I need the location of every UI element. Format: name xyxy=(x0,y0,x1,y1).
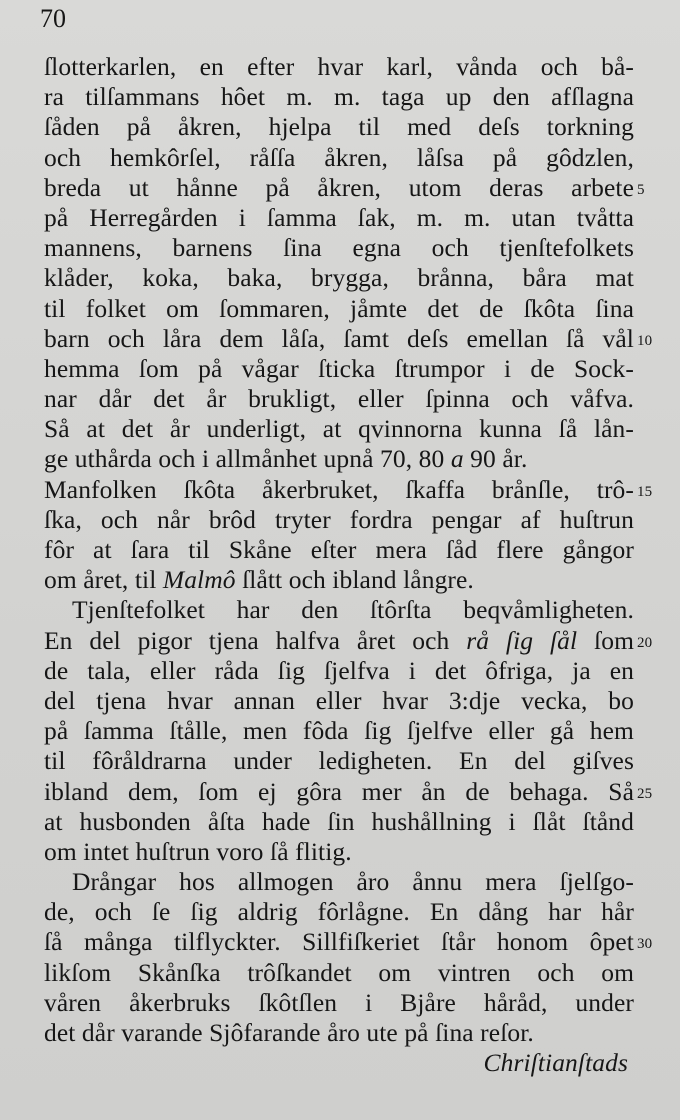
text-line xyxy=(44,263,634,293)
text-line xyxy=(44,233,634,263)
text-line xyxy=(44,927,653,957)
text-line xyxy=(44,505,634,535)
line-text: ſåden på åkren, hjelpa til med deſs torkning xyxy=(44,112,634,142)
text-line xyxy=(44,172,645,203)
line-text: nar dår det år brukligt, eller ſpinna och våfva. xyxy=(44,384,634,414)
line-text: och hemkôrſel, råſſa åkren, låſsa på gôdzlen, xyxy=(44,142,634,172)
text-line xyxy=(44,414,634,444)
body-text xyxy=(44,52,653,1078)
line-text: Manfolken ſkôta åkerbruket, ſkaffa brånſle, trô- xyxy=(44,474,634,504)
line-text: våren åkerbruks ſkôtſlen i Bjåre håråd, under xyxy=(44,987,634,1017)
text-line xyxy=(44,203,634,233)
line-text: mannens, barnens ſina egna och tjenſtefolkets xyxy=(44,233,634,263)
line-text: likſom Skånſka trôſkandet om vintren och om xyxy=(44,957,634,987)
line-number: 30 xyxy=(637,936,653,953)
line-text: ra tilſammans hôet m. m. taga up den afſlagna xyxy=(44,82,634,112)
text-line xyxy=(44,867,634,897)
text-line xyxy=(44,625,653,656)
line-number: 15 xyxy=(637,483,653,500)
line-text: ge uthårda och i allmånhet upnå 70, 80 a 90 år. xyxy=(44,444,528,474)
catchword: Chriſtianſtads xyxy=(483,1048,628,1078)
text-line xyxy=(44,323,653,354)
text-line xyxy=(44,897,634,927)
line-text: Så at det år underligt, at qvinnorna kunna ſå lån- xyxy=(44,414,634,444)
line-text: på ſamma ſtålle, men fôda ſig ſjelfve eller gå hem xyxy=(44,716,634,746)
text-line xyxy=(44,143,634,173)
text-line xyxy=(44,384,634,414)
line-text: ſka, och når brôd tryter fordra pengar af huſtrun xyxy=(44,504,634,534)
text-line xyxy=(44,807,634,837)
line-text: de, och ſe ſig aldrig fôrlågne. En dång har hår xyxy=(44,897,634,927)
line-number: 10 xyxy=(637,332,653,349)
line-number: 5 xyxy=(637,181,645,198)
line-text: ſlotterkarlen, en efter hvar karl, vånda och bå- xyxy=(44,52,634,81)
line-text: på Herregården i ſamma ſak, m. m. utan tvåtta xyxy=(44,202,634,232)
text-line xyxy=(44,112,634,142)
catchword-line xyxy=(44,1048,634,1078)
text-line xyxy=(44,444,634,474)
line-text: En del pigor tjena halfva året och rå ſig ſål ſom xyxy=(44,625,635,655)
line-text: del tjena hvar annan eller hvar 3:dje vecka, bo xyxy=(44,685,634,715)
line-text: det dår varande Sjôfarande åro ute på ſina reſor. xyxy=(44,1018,534,1047)
line-text: til fôråldrarna under ledigheten. En del giſves xyxy=(44,746,634,776)
text-line xyxy=(44,565,634,595)
line-text: fôr at ſara til Skåne eſter mera ſåd flere gångor xyxy=(44,535,634,564)
text-line xyxy=(44,474,653,505)
line-number: 20 xyxy=(637,634,653,651)
text-line xyxy=(44,958,634,988)
line-text: Drångar hos allmogen åro ånnu mera ſjelſgo- xyxy=(72,867,634,897)
text-line xyxy=(44,656,634,686)
text-line xyxy=(44,716,634,746)
line-text: hemma ſom på vågar ſticka ſtrumpor i de Sock- xyxy=(44,353,634,383)
line-text: til folket om ſommaren, jåmte det de ſkôta ſina xyxy=(44,293,634,323)
text-line xyxy=(44,837,634,867)
page-number: 70 xyxy=(40,4,66,33)
line-text: klåder, koka, baka, brygga, brånna, båra mat xyxy=(44,263,634,293)
text-line xyxy=(44,52,634,82)
text-line xyxy=(44,535,634,565)
line-text: om intet huſtrun voro ſå flitig. xyxy=(44,836,352,866)
line-text: ibland dem, ſom ej gôra mer ån de behaga. Så xyxy=(44,776,634,806)
text-line xyxy=(44,294,634,324)
text-line xyxy=(44,988,634,1018)
text-line xyxy=(44,82,634,112)
line-text: Tjenſtefolket har den ſtôrſta beqvåmligheten. xyxy=(72,595,634,625)
line-number: 25 xyxy=(637,785,653,802)
line-text: de tala, eller råda ſig ſjelfva i det ôfriga, ja en xyxy=(44,655,634,685)
line-text: at husbonden åſta hade ſin hushållning i ſlåt ſtånd xyxy=(44,806,634,836)
text-line xyxy=(44,746,634,776)
text-line xyxy=(44,1018,634,1048)
line-text: ſå många tilflyckter. Sillfiſkeriet ſtår honom ôpet xyxy=(44,927,634,957)
line-text: om året, til Malmô ſlått och ibland långre. xyxy=(44,565,474,595)
line-text: breda ut hånne på åkren, utom deras arbete xyxy=(44,172,634,202)
text-line xyxy=(44,686,634,716)
text-line xyxy=(44,776,653,807)
text-line xyxy=(44,354,634,384)
line-text: barn och låra dem låſa, ſamt deſs emellan ſå vål xyxy=(44,323,634,353)
text-line xyxy=(44,595,634,625)
